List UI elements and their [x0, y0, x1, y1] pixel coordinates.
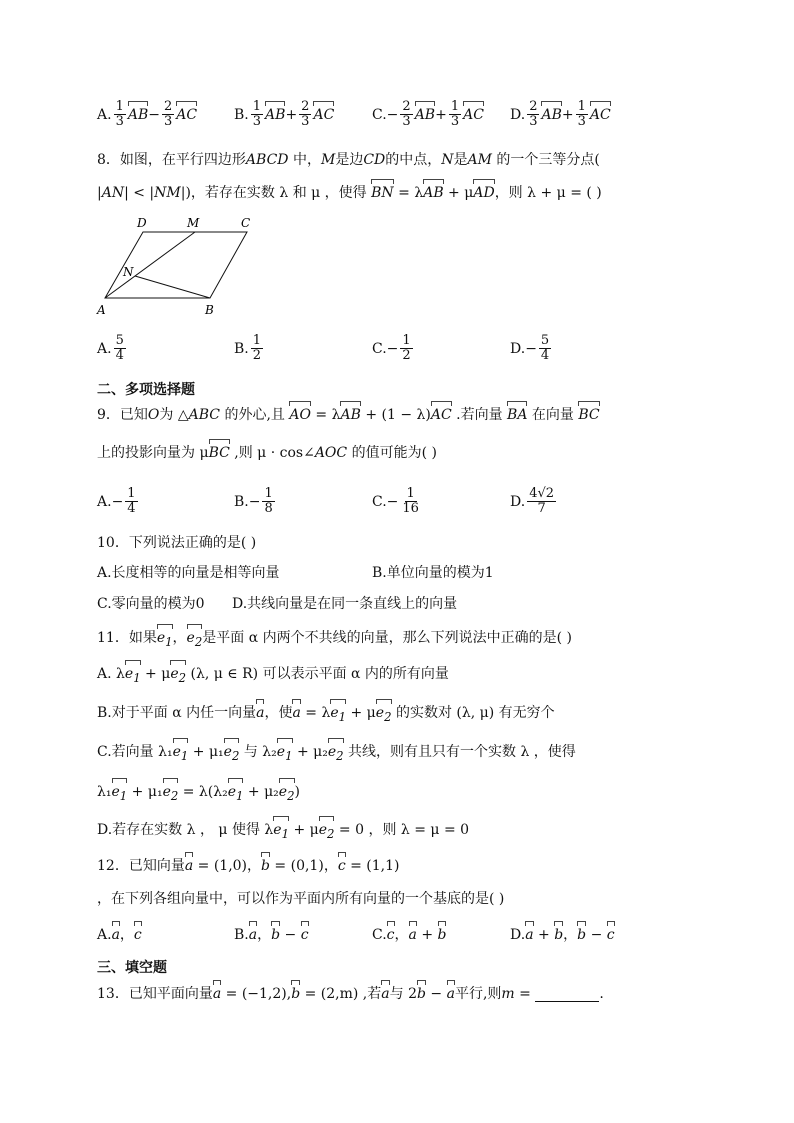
vector: AB [541, 106, 562, 123]
fraction: $\frac{1}{3}$ [115, 99, 124, 129]
option-label: A. [97, 106, 112, 123]
vector: AB [265, 106, 286, 123]
fraction: $\frac{1}{2}$ [402, 333, 411, 363]
vector: AB [414, 106, 436, 123]
q10-option-c[interactable]: C.零向量的模为0 [97, 596, 205, 612]
vector: $e_1$ [157, 628, 173, 652]
q8-option-c[interactable]: C. − $\frac{1}{2}$ [372, 333, 411, 363]
fraction: $\frac{1}{3}$ [450, 99, 460, 129]
vector: $e_2$ [319, 820, 335, 844]
vector: b [416, 986, 426, 1002]
q11-option-a[interactable]: A. $\lambda e_1 + \mu e_2$ (λ, μ ∈ R) 可以表示平面 α 内的所有向量 [97, 664, 449, 688]
vector: $e_2$ [376, 703, 392, 727]
operator: − [148, 106, 160, 123]
q7-option-d[interactable] [510, 100, 611, 129]
q9-option-d[interactable]: D. $\frac{4√2}{7}$ [510, 486, 555, 516]
q9-option-c[interactable]: C. − $\frac{1}{16}$ [372, 486, 419, 516]
label-b: B [205, 303, 214, 317]
q11-option-c[interactable]: C.若向量 $\lambda_1e_1 + \mu_1e_2$ 与 $\lambda_2e_1 + \mu_2e_2$ 共线，则有且只有一个实数 λ ，使得 [97, 742, 576, 766]
fraction: $\frac{5}{4}$ [115, 333, 124, 363]
vector: AC [430, 407, 452, 423]
vector: b [261, 858, 270, 874]
vector: c [337, 858, 346, 874]
q9-stem-line2: 上的投影向量为 μBC ,则 μ · cos∠AOC 的值可能为( ) [97, 445, 437, 461]
q12-stem-line2: ，在下列各组向量中，可以作为平面内所有向量的一个基底的是( ) [97, 891, 505, 907]
vector: AC [589, 106, 611, 123]
q11-option-c-line2: $\lambda_1e_1 + \mu_1e_2 = \lambda(\lambda_2e_1 + \mu_2e_2)$ [97, 782, 300, 806]
vector: $e_1$ [112, 782, 128, 806]
q11-option-b[interactable]: B.对于平面 α 内任一向量a，使$a = \lambda e_1 + \mu e_2$ 的实数对 (λ, μ) 有无穷个 [97, 703, 555, 727]
q7-option-b[interactable] [234, 100, 334, 129]
q10-stem: 10．下列说法正确的是( ) [97, 535, 257, 551]
q11-stem: 11．如果$e_1$，$e_2$是平面 α 内两个不共线的向量，那么下列说法中正确的是( ) [97, 628, 572, 652]
fraction: $\frac{1}{8}$ [264, 486, 273, 516]
q12-option-c[interactable]: C.c，a + b [372, 927, 447, 943]
q7-option-a[interactable] [97, 100, 197, 129]
q10-option-d[interactable]: D.共线向量是在同一条直线上的向量 [232, 596, 458, 612]
q8-option-b[interactable]: B. $\frac{1}{2}$ [234, 333, 262, 363]
q8-option-a[interactable]: A. $\frac{5}{4}$ [97, 333, 124, 363]
fraction: $\frac{1}{3}$ [252, 99, 262, 129]
fraction: $\frac{1}{16}$ [402, 486, 419, 516]
vector: $e_1$ [125, 664, 141, 688]
option-label: B. [234, 106, 249, 123]
label-a: A [97, 303, 106, 317]
vector: a [408, 927, 417, 943]
q9-option-a[interactable]: A. − $\frac{1}{4}$ [97, 486, 136, 516]
vector: $e_2$ [328, 742, 344, 766]
operator: + [435, 106, 447, 123]
vector: BC [208, 445, 230, 461]
vector: b [577, 927, 587, 943]
fraction: $\frac{1}{3}$ [577, 99, 586, 129]
vector: $e_2$ [170, 664, 186, 688]
label-n: N [123, 265, 134, 279]
q12-option-b[interactable]: B.a，b − c [234, 927, 309, 943]
vector: $e_2$ [187, 628, 203, 652]
vector: $e_2$ [279, 782, 295, 806]
option-label: C. [372, 106, 387, 123]
fraction: $\frac{1}{4}$ [127, 486, 136, 516]
vector: AO [289, 407, 311, 423]
vector: a [212, 986, 222, 1002]
q12-stem: 12．已知向量a = (1,0)，b = (0,1)，c = (1,1) [97, 858, 400, 874]
fraction: $\frac{2}{3}$ [301, 99, 310, 129]
option-label: D. [510, 106, 526, 123]
vector: AB [423, 185, 444, 201]
vector: BN [371, 185, 394, 201]
vector: a [184, 858, 194, 874]
operator: + [285, 106, 298, 123]
answer-blank[interactable] [535, 987, 599, 1002]
q10-option-b[interactable]: B.单位向量的模为1 [372, 565, 494, 581]
vector: BC [578, 407, 600, 423]
vector: $e_2$ [224, 742, 240, 766]
vector: b [437, 927, 447, 943]
vector: b [554, 927, 564, 943]
sign: − [386, 106, 399, 123]
vector: AD [473, 185, 495, 201]
parallelogram-figure [95, 212, 260, 317]
label-d: D [137, 216, 147, 230]
vector: c [133, 927, 142, 943]
vector: AB [340, 407, 361, 423]
vector: a [292, 705, 301, 721]
vector: a [111, 927, 120, 943]
section-heading-fill-in: 三、填空题 [97, 960, 167, 976]
fraction: $\frac{4√2}{7}$ [529, 486, 555, 516]
label-m: M [187, 216, 200, 230]
vector: $e_1$ [173, 742, 189, 766]
vector: a [525, 927, 534, 943]
q8-stem-line1: 8．如图，在平行四边形ABCD 中，M是边CD的中点，N是AM 的一个三等分点( [97, 152, 600, 168]
q8-option-d[interactable]: D. − $\frac{5}{4}$ [510, 333, 550, 363]
vector: $e_1$ [273, 820, 289, 844]
vector: $e_1$ [330, 703, 346, 727]
fraction: $\frac{1}{2}$ [252, 333, 262, 363]
vector: c [300, 927, 309, 943]
vector: AC [313, 106, 335, 123]
fraction: $\frac{2}{3}$ [402, 99, 411, 129]
vector: b [291, 986, 301, 1002]
vector: a [446, 986, 455, 1002]
vector: a [248, 927, 258, 943]
vector: $e_2$ [163, 782, 179, 806]
q11-option-d[interactable]: D.若存在实数 λ ， μ 使得 $\lambda e_1 + \mu e_2 = 0$ ，则 λ = μ = 0 [97, 820, 469, 844]
q12-option-a[interactable]: A.a，c [97, 927, 142, 943]
q13-stem: 13．已知平面向量a = (−1,2),b = (2,m) ,若a与 2b − a平行,则m = . [97, 986, 604, 1002]
q7-option-c[interactable] [372, 100, 484, 129]
fraction: $\frac{2}{3}$ [529, 99, 538, 129]
operator: + [561, 106, 574, 123]
vector: AC [176, 106, 198, 123]
label-c: C [241, 216, 251, 230]
fraction: $\frac{2}{3}$ [163, 99, 173, 129]
vector: $e_1$ [228, 782, 244, 806]
vector: $e_1$ [277, 742, 293, 766]
segment-nb [135, 276, 210, 298]
vector: AC [463, 106, 484, 123]
q12-option-d[interactable]: D.a + b，b − c [510, 927, 615, 943]
fraction: $\frac{5}{4}$ [540, 333, 550, 363]
vector: c [386, 927, 395, 943]
segment-am [105, 232, 195, 298]
q9-option-b[interactable]: B. − $\frac{1}{8}$ [234, 486, 273, 516]
section-heading-multiple-choice: 二、多项选择题 [97, 382, 195, 398]
vector: AB [127, 106, 149, 123]
q9-stem-line1: 9．已知O为 △ABC 的外心,且 AO = λAB + (1 − λ)AC .若向量 BA 在向量 BC [97, 407, 600, 423]
vector: a [256, 705, 265, 721]
vector: c [606, 927, 615, 943]
q10-option-a[interactable]: A.长度相等的向量是相等向量 [97, 565, 280, 581]
vector: BA [507, 407, 528, 423]
vector: b [271, 927, 281, 943]
q8-stem-line2: |AN| < |NM|)，若存在实数 λ 和 μ ，使得 BN = λAB + μAD，则 λ + μ = ( ) [97, 185, 602, 201]
vector: a [381, 986, 390, 1002]
